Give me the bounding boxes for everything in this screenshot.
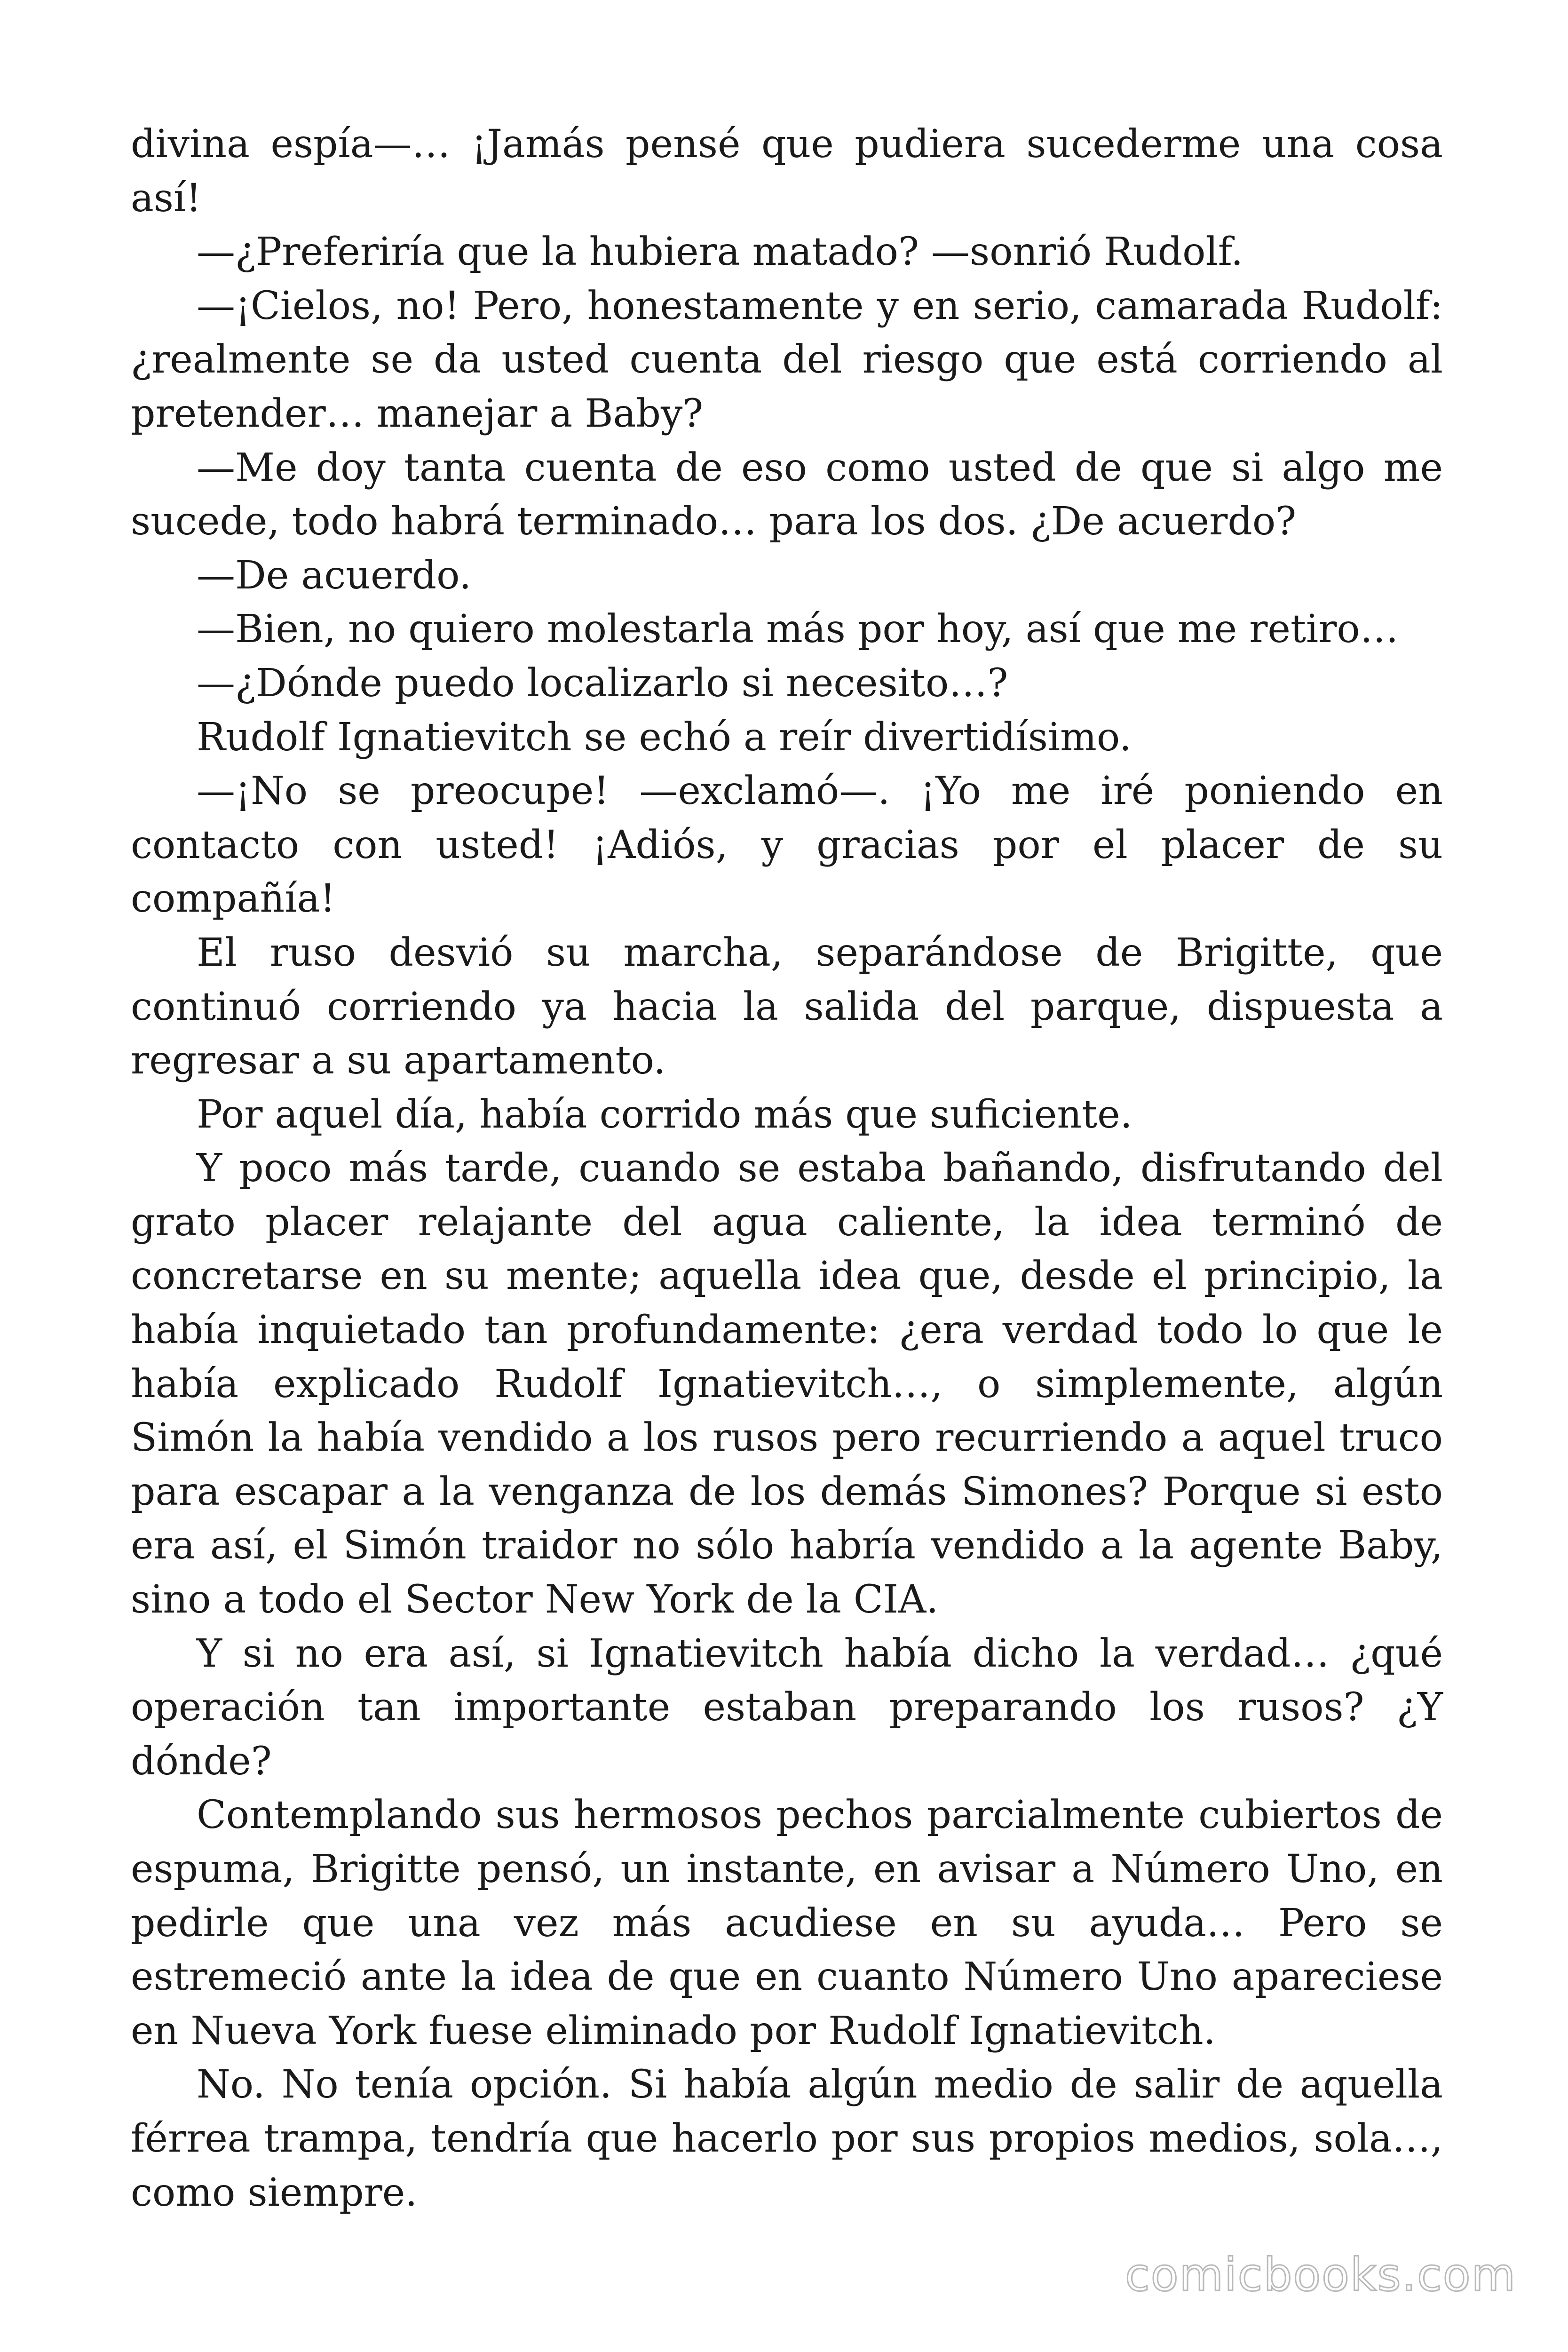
paragraph-8: Rudolf Ignatievitch se echó a reír divertidísimo. [197, 715, 1132, 760]
watermark: comicbooks.com [1125, 2249, 1516, 2301]
paragraph-7: —¿Dónde puedo localizarlo si necesito…? [197, 660, 1008, 706]
paragraph-5: —De acuerdo. [197, 553, 472, 598]
paragraph-9: —¡No se preocupe! —exclamó—. ¡Yo me iré poniendo en contacto con usted! ¡Adiós, y gracias por el placer de su compañía! [131, 769, 1443, 922]
paragraph-11: Por aquel día, había corrido más que suficiente. [197, 1092, 1132, 1137]
body-text [131, 118, 1443, 2220]
paragraph-13: Y si no era así, si Ignatievitch había dicho la verdad… ¿qué operación tan importante estaban preparando los rusos? ¿Y dónde? [131, 1631, 1443, 1784]
paragraph-2: —¿Preferiría que la hubiera matado? —sonrió Rudolf. [197, 230, 1243, 275]
paragraph-15: No. No tenía opción. Si había algún medio de salir de aquella férrea trampa, tendría que hacerlo por sus propios medios, sola…, como siempre. [131, 2062, 1443, 2215]
paragraph-3: —¡Cielos, no! Pero, honestamente y en serio, camarada Rudolf: ¿realmente se da usted cuenta del riesgo que está corriendo al pretender… manejar a Baby? [131, 283, 1443, 436]
paragraph-4: —Me doy tanta cuenta de eso como usted de que si algo me sucede, todo habrá terminado… para los dos. ¿De acuerdo? [131, 445, 1443, 544]
paragraph-6: —Bien, no quiero molestarla más por hoy, así que me retiro… [197, 607, 1399, 652]
paragraph-1: divina espía—… ¡Jamás pensé que pudiera sucederme una cosa así! [131, 122, 1443, 221]
paragraph-12: Y poco más tarde, cuando se estaba bañando, disfrutando del grato placer relajante del agua caliente, la idea terminó de concretarse en su mente; aquella idea que, desde el principio, la había inquietado tan profundamente: ¿era verdad todo lo que le había explicado Rudolf Ignatievitch…, o simplemente, algún Simón la había vendido a los rusos pero recurriendo a aquel truco para escapar a la venganza de los demás Simones? Porque si esto era así, el Simón traidor no sólo habría vendido a la agente Baby, sino a todo el Sector New York de la CIA. [131, 1146, 1443, 1622]
paragraph-10: El ruso desvió su marcha, separándose de Brigitte, que continuó corriendo ya hacia la salida del parque, dispuesta a regresar a su apartamento. [131, 930, 1443, 1083]
paragraph-14: Contemplando sus hermosos pechos parcialmente cubiertos de espuma, Brigitte pensó, un instante, en avisar a Número Uno, en pedirle que una vez más acudiese en su ayuda… Pero se estremeció ante la idea de que en cuanto Número Uno apareciese en Nueva York fuese eliminado por Rudolf Ignatievitch. [131, 1793, 1443, 2053]
